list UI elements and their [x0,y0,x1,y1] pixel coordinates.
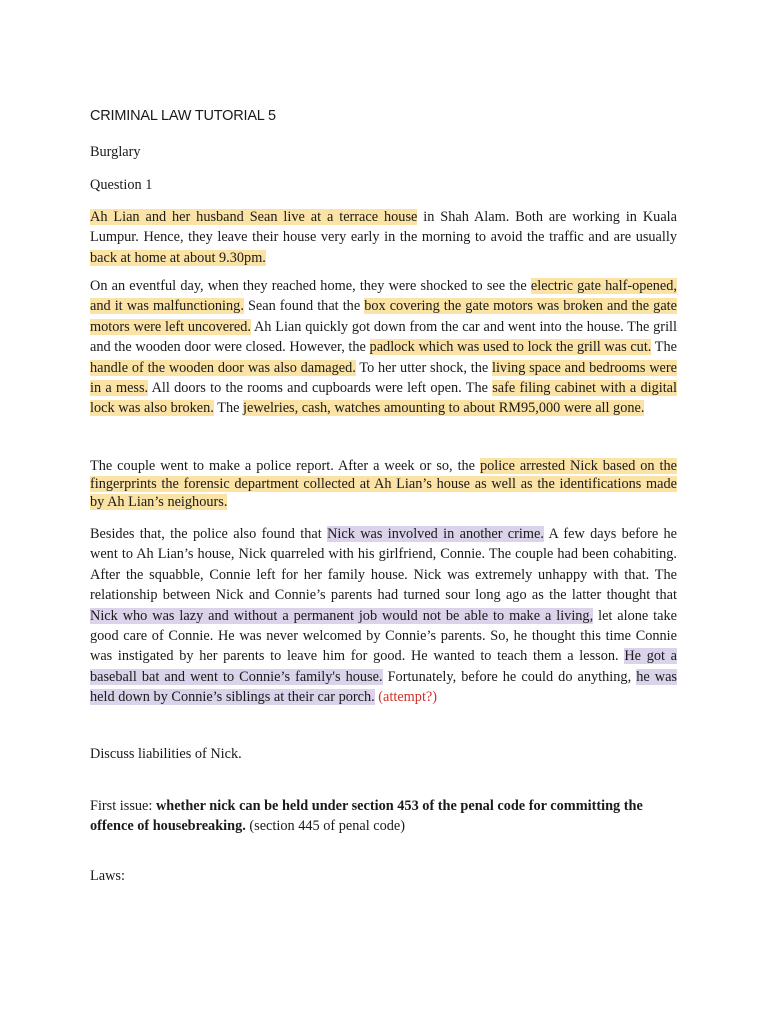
paragraph-text: Ah Lian quickly got down from the car and went into the house. The grill and the wooden door were closed. However, the [90,318,677,356]
first-issue [90,796,677,837]
highlight: living space and bedrooms were in a mess. [90,359,678,397]
paragraph-text: Fortunately, before he could do anything, [382,668,637,685]
paragraph-text: in Shah Alam. Both are working in Kuala Lumpur. Hence, they leave their house very early in the morning to avoid the traffic and are usually [90,209,677,246]
paragraph-text: Besides that, the police also found that [90,526,328,542]
paragraph-text: The [213,400,244,417]
paragraph-text: On an eventful day, when they reached home, they were shocked to see the [90,278,531,294]
discuss-prompt: Discuss liabilities of Nick. [90,746,242,762]
highlight: Ah Lian and her husband Sean live at a terrace house [90,209,418,225]
paragraph-text: Sean found that the [243,298,365,315]
highlight: police arrested Nick based on the fingerprints the forensic department collected at Ah Lian’s house as well as the identifications made by Ah Lian’s neighours. [90,458,677,510]
question-heading: Question 1 [90,177,153,193]
paragraph-text: The couple went to make a police report. After a week or so, the [90,458,480,474]
highlight: box covering the gate motors was broken and the gate motors were left uncovered. [90,298,677,335]
paragraph-text: A few days before he went to Ah Lian’s house, Nick quarreled with his girlfriend, Connie. The couple had been cohabiting. After the squabble, Connie left for her family house. Nick was extremely unhappy with that. The relationship between Nick and Connie’s parents had turned sour long ago as the latter thought that [90,526,678,604]
issue-statement: whether nick can be held under section 453 of the penal code for committing the offence of housebreaking. [90,798,643,835]
highlight: back at home at about 9.30pm. [90,249,266,266]
paragraph-1 [90,207,677,268]
paragraph-2 [90,276,677,419]
highlight: jewelries, cash, watches amounting to about RM95,000 were all gone. [243,400,645,417]
attempt-annotation: (attempt?) [378,689,438,706]
paragraph-text: To her utter shock, the [355,359,492,376]
paragraph-4 [90,524,677,708]
highlight: handle of the wooden door was also damaged. [90,359,356,376]
highlight: Nick who was lazy and without a permanent job would not be able to make a living, [90,607,594,624]
highlight: safe filing cabinet with a digital lock was also broken. [90,380,677,417]
paragraph-text: All doors to the rooms and cupboards were left open. The [148,380,493,397]
document-title: CRIMINAL LAW TUTORIAL 5 [90,108,276,124]
highlight: he was held down by Connie’s siblings at their car porch. [90,668,677,706]
issue-reference: (section 445 of penal code) [245,818,406,835]
highlight: Nick was involved in another crime. [327,526,544,542]
highlight: padlock which was used to lock the grill was cut. [369,339,652,356]
issue-label: First issue: [90,798,156,814]
laws-heading: Laws: [90,868,125,884]
paragraph-3 [90,457,677,511]
highlight: electric gate half-opened, and it was malfunctioning. [90,278,677,315]
topic-heading: Burglary [90,144,141,160]
paragraph-text: The [651,339,677,356]
paragraph-text: let alone take good care of Connie. He was never welcomed by Connie’s parents. So, he thought this time Connie was instigated by her parents to leave him for good. He wanted to teach them a lesson. [90,607,677,665]
highlight: He got a baseball bat and went to Connie’s family's house. [90,648,678,685]
